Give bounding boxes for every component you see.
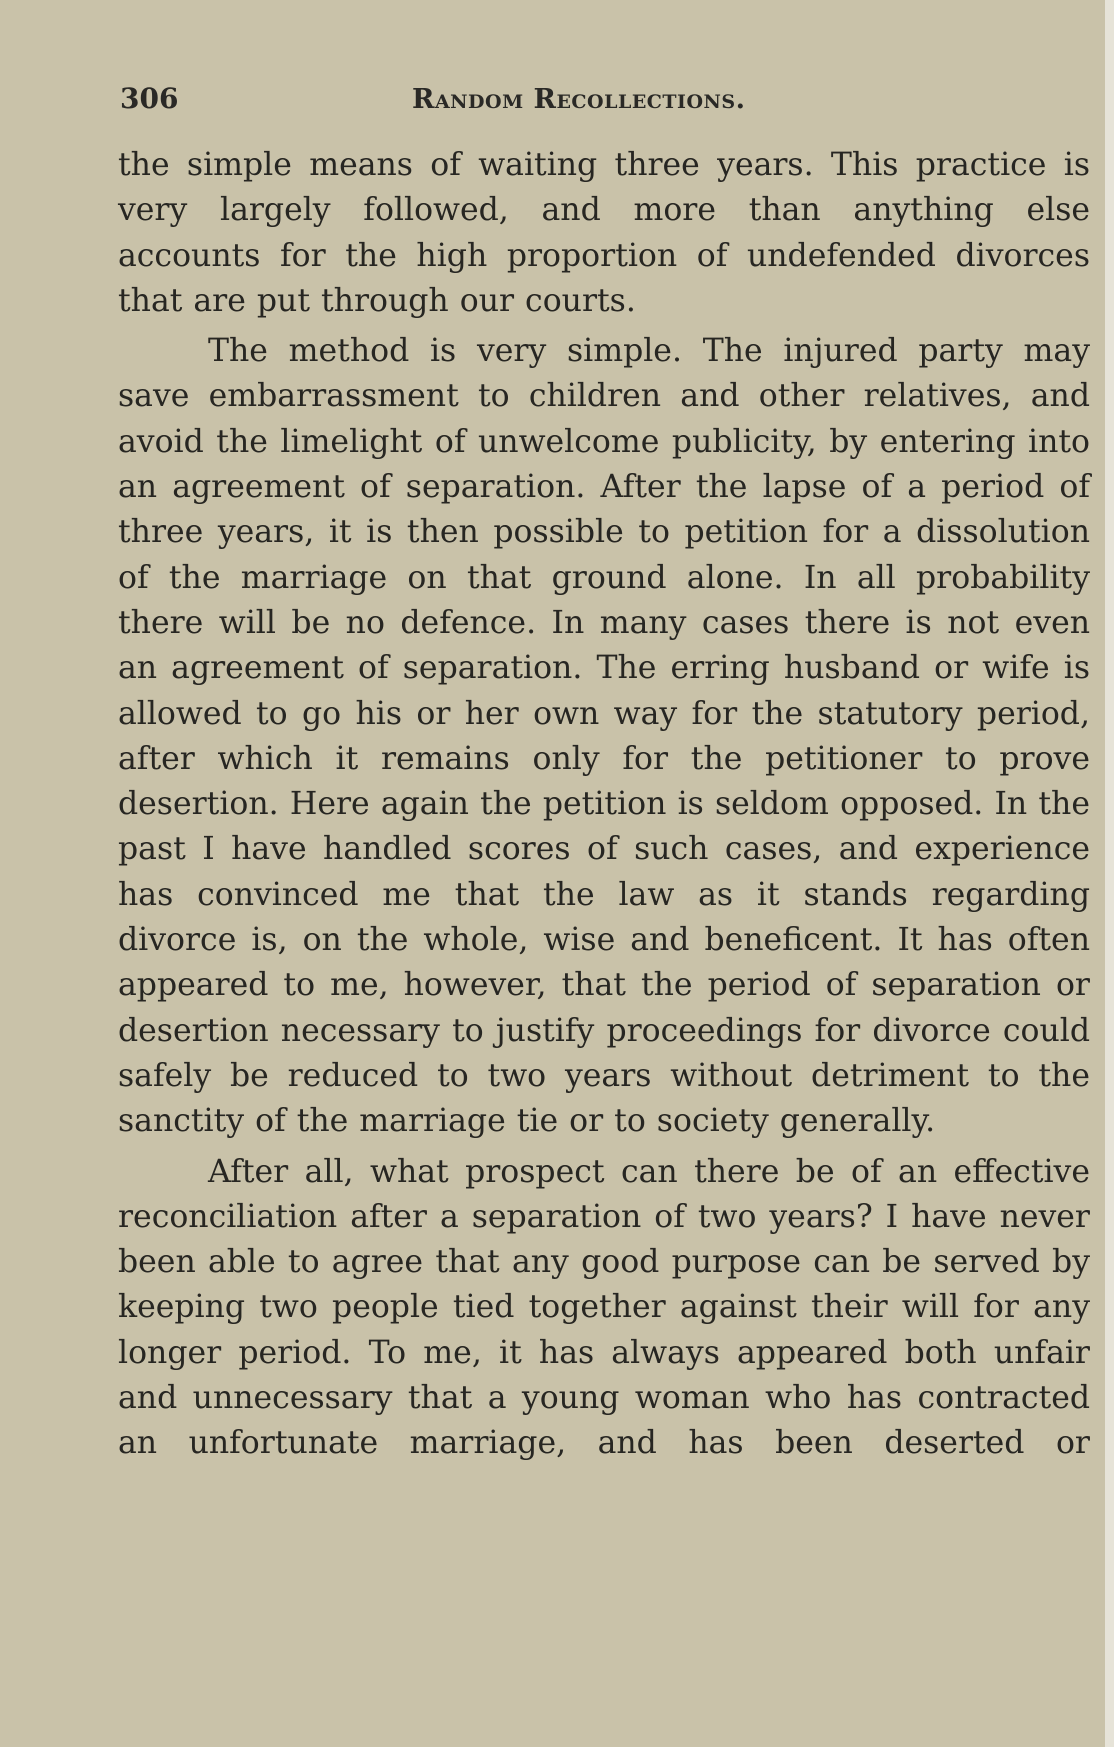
paragraph-3: After all, what prospect can there be of an effective reconciliation after a separation of two years? I have never been able to agree that any good purpose can be served by keeping two people tied together against their will for any longer period. To me, it has always appeared both unfair and unnecessary that a young woman who has contracted an unfortunate marriage, and has been deserted or	[118, 1153, 1090, 1462]
paragraph-1: the simple means of waiting three years. This practice is very largely followed, and more than anything else accounts for the high proportion of undefended divorces that are put through our courts.	[118, 147, 1090, 319]
running-head: Random Recollections.	[412, 84, 746, 115]
page-edge	[1105, 0, 1114, 1747]
paragraph-2: The method is very simple. The injured party may save embarrassment to children and other relatives, and avoid the limelight of unwelcome publicity, by entering into an agreement of separation. After the lapse of a period of three years, it is then possible to petition for a dissolution of the marriage on that ground alone. In all probability there will be no defence. In many cases there is not even an agreement of separation. The erring husband or wife is allowed to go his or her own way for the statutory period, after which it remains only for the petitioner to prove desertion. Here again the petition is seldom opposed. In the past I have handled scores of such cases, and experience has convinced me that the law as it stands regarding divorce is, on the whole, wise and beneficent. It has often appeared to me, however, that the period of separation or desertion necessary to justify proceedings for divorce could safely be reduced to two years without detriment to the sanctity of the marriage tie or to society generally.	[118, 333, 1090, 1140]
page-header	[120, 82, 1090, 122]
page-number: 306	[120, 82, 179, 115]
body-text	[118, 143, 1090, 1467]
